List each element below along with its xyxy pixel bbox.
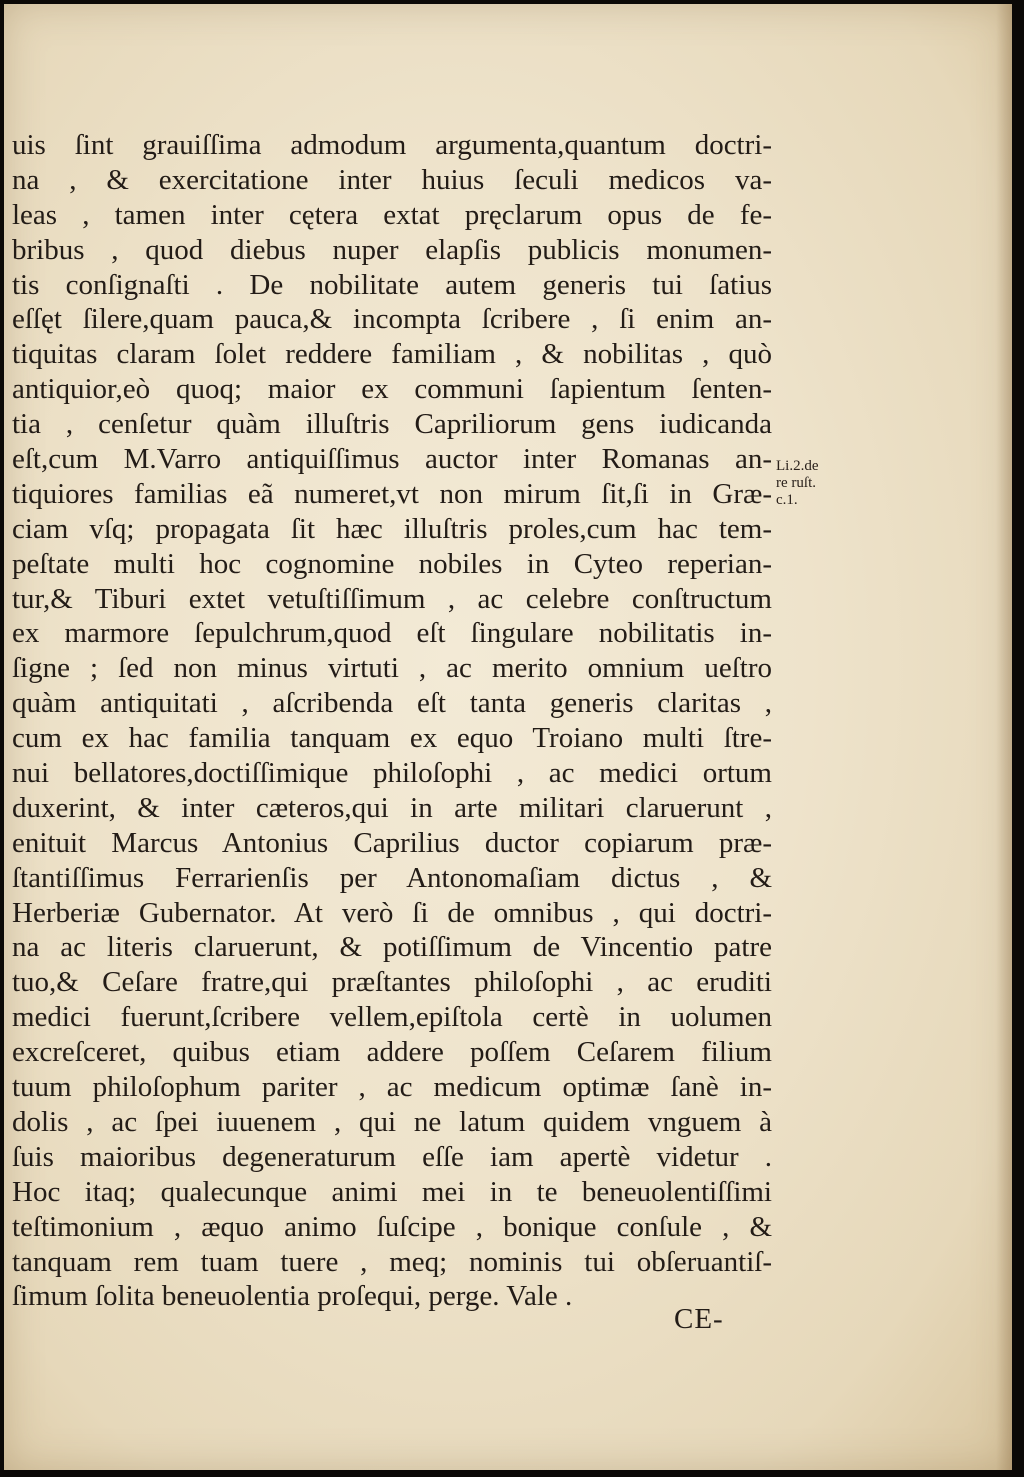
text-line: Herberiæ Gubernator. At verò ſi de omnibus , qui doctri- xyxy=(12,896,772,929)
text-line: na , & exercitatione inter huius ſeculi medicos va- xyxy=(12,163,772,196)
text-line: na ac literis claruerunt, & potiſſimum de Vincentio patre xyxy=(12,931,772,964)
text-line: ſtantiſſimus Ferrarienſis per Antonomaſiam dictus , & xyxy=(12,861,772,894)
text-line: ex marmore ſepulchrum,quod eſt ſingulare nobilitatis in- xyxy=(12,617,772,650)
text-line: ciam vſq; propagata ſit hæc illuſtris proles,cum hac tem- xyxy=(12,512,772,545)
paper-edge-shadow xyxy=(996,4,1012,1470)
text-line: ſigne ; ſed non minus virtuti , ac merito omnium ueſtro xyxy=(12,652,772,685)
text-line: bribus , quod diebus nuper elapſis publicis monumen- xyxy=(12,233,772,266)
marginal-note-line: re ruſt. xyxy=(776,475,816,491)
text-line: ſimum ſolita beneuolentia proſequi, perge. Vale . xyxy=(12,1280,573,1313)
text-line: excreſceret, quibus etiam addere poſſem Ceſarem filium xyxy=(12,1036,772,1069)
text-line: tur,& Tiburi extet vetuſtiſſimum , ac celebre conſtructum xyxy=(12,582,772,615)
text-line: nui bellatores,doctiſſimique philoſophi , ac medici ortum xyxy=(12,757,772,790)
text-line: uis ſint grauiſſima admodum argumenta,quantum doctri- xyxy=(12,129,772,161)
text-line: antiquior,eò quoq; maior ex communi ſapientum ſenten- xyxy=(12,373,772,406)
catchword: CE- xyxy=(674,1303,724,1335)
text-line: Hoc itaq; qualecunque animi mei in te beneuolentiſſimi xyxy=(12,1175,772,1208)
marginal-note xyxy=(776,458,819,509)
text-line: eſt,cum M.Varro antiquiſſimus auctor inter Romanas an- xyxy=(12,443,772,476)
text-line: tiquitas claram ſolet reddere familiam , & nobilitas , quò xyxy=(12,338,772,371)
text-line: teſtimonium , æquo animo ſuſcipe , bonique conſule , & xyxy=(12,1210,772,1243)
text-line: tuo,& Ceſare fratre,qui præſtantes philoſophi , ac eruditi xyxy=(12,966,772,999)
text-line: leas , tamen inter cętera extat pręclarum opus de fe- xyxy=(12,198,772,231)
text-line: tis conſignaſti . De nobilitate autem generis tui ſatius xyxy=(12,268,772,301)
text-line: dolis , ac ſpei iuuenem , qui ne latum quidem vnguem à xyxy=(12,1105,772,1138)
text-line: tuum philoſophum pariter , ac medicum optimæ ſanè in- xyxy=(12,1071,772,1104)
text-line: enituit Marcus Antonius Caprilius ductor copiarum præ- xyxy=(12,826,772,859)
text-line: medici fuerunt,ſcribere vellem,epiſtola certè in uolumen xyxy=(12,1001,772,1034)
text-line: eſſęt ſilere,quam pauca,& incompta ſcribere , ſi enim an- xyxy=(12,303,772,336)
text-line: ſuis maioribus degeneraturum eſſe iam apertè videtur . xyxy=(12,1140,772,1173)
text-line: peſtate multi hoc cognomine nobiles in Cyteo reperian- xyxy=(12,547,772,580)
body-text xyxy=(12,128,772,1314)
marginal-note-line: c.1. xyxy=(776,492,798,508)
marginal-note-line: Li.2.de xyxy=(776,458,819,474)
text-line: tia , cenſetur quàm illuſtris Capriliorum gens iudicanda xyxy=(12,408,772,441)
text-line: duxerint, & inter cæteros,qui in arte militari claruerunt , xyxy=(12,791,772,824)
text-line: tiquiores familias eã numeret,vt non mirum ſit,ſi in Græ- xyxy=(12,477,772,510)
text-line: cum ex hac familia tanquam ex equo Troiano multi ſtre- xyxy=(12,722,772,755)
text-line: tanquam rem tuam tuere , meq; nominis tui obſeruantiſ- xyxy=(12,1245,772,1278)
text-line: quàm antiquitati , aſcribenda eſt tanta generis claritas , xyxy=(12,687,772,720)
